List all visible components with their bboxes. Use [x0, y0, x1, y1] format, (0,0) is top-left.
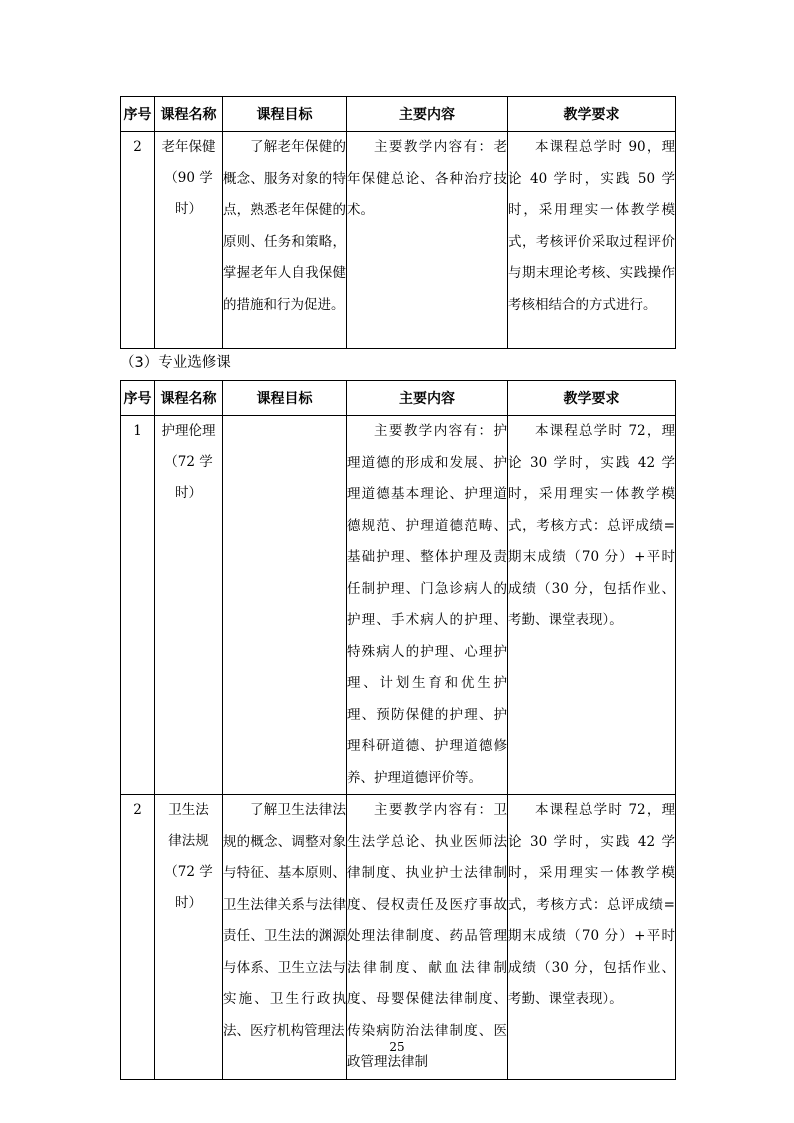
course-name: 卫生法律法规 — [168, 802, 209, 849]
course-requirement: 本课程总学时 72，理论 30 学时，实践 42 学时，采用理实一体教学模式，考核方式：总评成绩=期末成绩（70 分）+平时成绩（30 分，包括作业、考勤、课堂表现）。 — [508, 416, 676, 795]
course-table-elective-prev — [120, 96, 676, 349]
table-row — [121, 795, 676, 1080]
course-goal — [223, 416, 347, 795]
course-table-electives — [120, 380, 676, 1080]
row-number: 1 — [121, 416, 155, 795]
header-no: 序号 — [121, 381, 155, 416]
table-header-row — [121, 381, 676, 416]
course-hours: （90 学时） — [164, 170, 213, 217]
course-content: 主要教学内容有：护理道德的形成和发展、护理道德基本理论、护理道德规范、护理道德范畴、基础护理、整体护理及责任制护理、门急诊病人的护理、手术病人的护理、特殊病人的护理、心理护理、计划生育和优生护理、预防保健的护理、护理科研道德、护理道德修养、护理道德评价等。 — [347, 416, 508, 795]
row-number: 2 — [121, 132, 155, 349]
header-requirement: 教学要求 — [508, 97, 676, 132]
row-number: 2 — [121, 795, 155, 1080]
course-content: 主要教学内容有：老年保健总论、各种治疗技术。 — [347, 132, 508, 349]
course-goal: 了解卫生法律法规的概念、调整对象与特征、基本原则、卫生法律关系与法律责任、卫生法的渊源与体系、卫生立法与实施、卫生行政执法、医疗机构管理法 — [223, 795, 347, 1080]
course-name-cell — [155, 795, 223, 1080]
course-hours: （72 学时） — [164, 454, 213, 501]
header-name: 课程名称 — [155, 97, 223, 132]
page-number: 25 — [389, 1040, 405, 1054]
table-header-row — [121, 97, 676, 132]
table-row — [121, 132, 676, 349]
course-name: 老年保健 — [161, 139, 216, 155]
header-name: 课程名称 — [155, 381, 223, 416]
header-goal: 课程目标 — [223, 381, 347, 416]
course-requirement: 本课程总学时 72，理论 30 学时，实践 42 学时，采用理实一体教学模式，考核方式：总评成绩=期末成绩（70 分）+平时成绩（30 分，包括作业、考勤、课堂表现）。 — [508, 795, 676, 1080]
course-goal: 了解老年保健的概念、服务对象的特点，熟悉老年保健的原则、任务和策略，掌握老年人自我保健的措施和行为促进。 — [223, 132, 347, 349]
course-name-cell — [155, 132, 223, 349]
course-content: 主要教学内容有：卫生法学总论、执业医师法律制度、执业护士法律制度、侵权责任及医疗事故处理法律制度、药品管理法律制度、献血法律制度、母婴保健法律制度、传染病防治法律制度、医政管理法律制 — [347, 795, 508, 1080]
course-requirement: 本课程总学时 90，理论 40 学时，实践 50 学时，采用理实一体教学模式，考核评价采取过程评价与期末理论考核、实践操作考核相结合的方式进行。 — [508, 132, 676, 349]
header-content: 主要内容 — [347, 97, 508, 132]
header-content: 主要内容 — [347, 381, 508, 416]
header-no: 序号 — [121, 97, 155, 132]
section-heading: （3）专业选修课 — [120, 355, 231, 371]
header-requirement: 教学要求 — [508, 381, 676, 416]
course-hours: （72 学时） — [164, 864, 213, 911]
course-name-cell — [155, 416, 223, 795]
course-name: 护理伦理 — [161, 423, 216, 439]
header-goal: 课程目标 — [223, 97, 347, 132]
table-row — [121, 416, 676, 795]
